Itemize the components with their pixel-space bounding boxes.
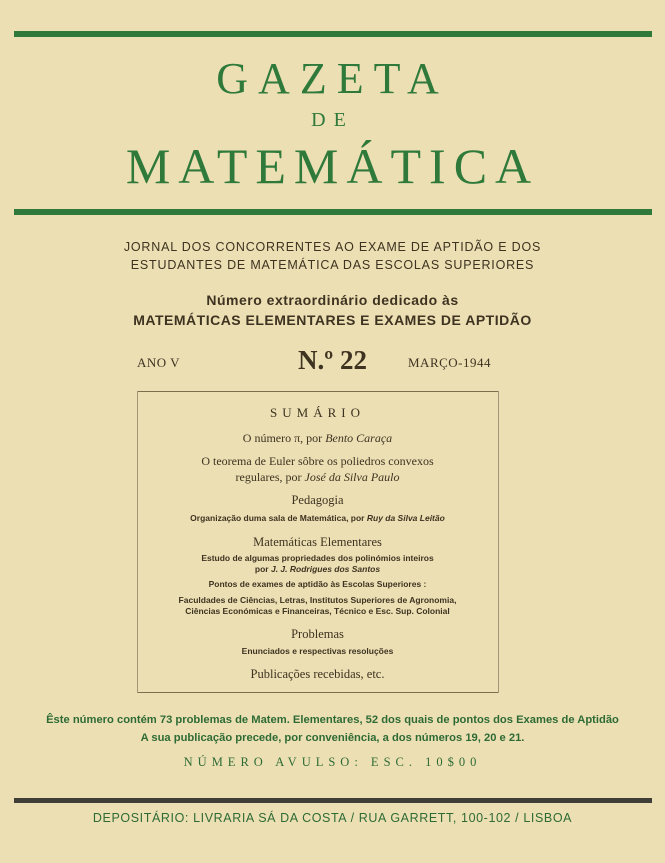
summary-item-publicacoes: Publicações recebidas, etc. — [250, 667, 385, 681]
summary-item-sala — [137, 513, 498, 523]
summary-box-top — [137, 391, 499, 392]
summary-section-elementares: Matemáticas Elementares — [253, 535, 382, 549]
masthead-gazeta: GAZETA — [216, 54, 449, 103]
masthead-matematica: MATEMÁTICA — [125, 138, 540, 194]
bottom-rule — [14, 798, 652, 803]
special-issue-line-1: Número extraordinário dedicado às — [206, 292, 459, 308]
summary-section-pedagogia: Pedagogia — [291, 493, 344, 507]
issue-date: MARÇO-1944 — [408, 355, 492, 370]
top-rule — [14, 31, 652, 37]
summary-item-polinomios-author: J. J. Rodrigues dos Santos — [270, 564, 381, 574]
summary-item-euler-line-1: O teorema de Euler sôbre os poliedros convexos — [201, 454, 434, 468]
summary-item-enunciados: Enunciados e respectivas resoluções — [241, 646, 394, 656]
summary-box-bottom — [137, 692, 499, 693]
special-issue-line-2: MATEMÁTICAS ELEMENTARES E EXAMES DE APTIDÃO — [133, 312, 532, 328]
summary-item-sala-text: Organização duma sala de Matemática, por — [190, 513, 365, 523]
summary-item-pi-author: Bento Caraça — [325, 431, 393, 445]
issue-year: ANO V — [137, 355, 181, 370]
summary-item-sala-author: Ruy da Silva Leitão — [366, 513, 445, 523]
summary-item-polinomios-text: por — [254, 564, 269, 574]
summary-item-faculdades-line-2: Ciências Económicas e Financeiras, Técnico e Esc. Sup. Colonial — [185, 606, 450, 616]
summary-item-polinomios-line-2 — [137, 564, 498, 574]
summary-item-pi — [137, 431, 498, 446]
footer-note-2: A sua publicação precede, por conveniência, a dos números 19, 20 e 21. — [140, 732, 525, 744]
summary-item-polinomios-line-1: Estudo de algumas propriedades dos polinómios inteiros — [201, 553, 434, 563]
footer-price: NÚMERO AVULSO: ESC. 10$00 — [183, 755, 482, 769]
summary-item-euler-text: regulares, por — [235, 470, 302, 484]
summary-box-right — [498, 391, 499, 693]
issue-number: N.º 22 — [298, 345, 367, 375]
middle-rule — [14, 209, 652, 215]
summary-item-faculdades-line-1: Faculdades de Ciências, Letras, Institutos Superiores de Agronomia, — [178, 595, 457, 605]
summary-item-euler-author: José da Silva Paulo — [304, 470, 400, 484]
footer-depositary: DEPOSITÁRIO: LIVRARIA SÁ DA COSTA / RUA GARRETT, 100-102 / LISBOA — [92, 811, 573, 825]
summary-item-pi-text: O número π, por — [242, 431, 323, 445]
summary-section-problemas: Problemas — [291, 627, 344, 641]
summary-item-pontos: Pontos de exames de aptidão às Escolas Superiores : — [208, 579, 427, 589]
footer-note-1: Êste número contém 73 problemas de Matem. Elementares, 52 dos quais de pontos dos Exames de Aptidão — [46, 714, 619, 726]
summary-item-euler-line-2 — [137, 470, 498, 485]
summary-heading: SUMÁRIO — [270, 405, 365, 420]
masthead-de: DE — [311, 109, 354, 131]
subtitle-line-1: JORNAL DOS CONCORRENTES AO EXAME DE APTIDÃO E DOS — [123, 240, 542, 254]
subtitle-line-2: ESTUDANTES DE MATEMÁTICA DAS ESCOLAS SUPERIORES — [130, 258, 535, 272]
